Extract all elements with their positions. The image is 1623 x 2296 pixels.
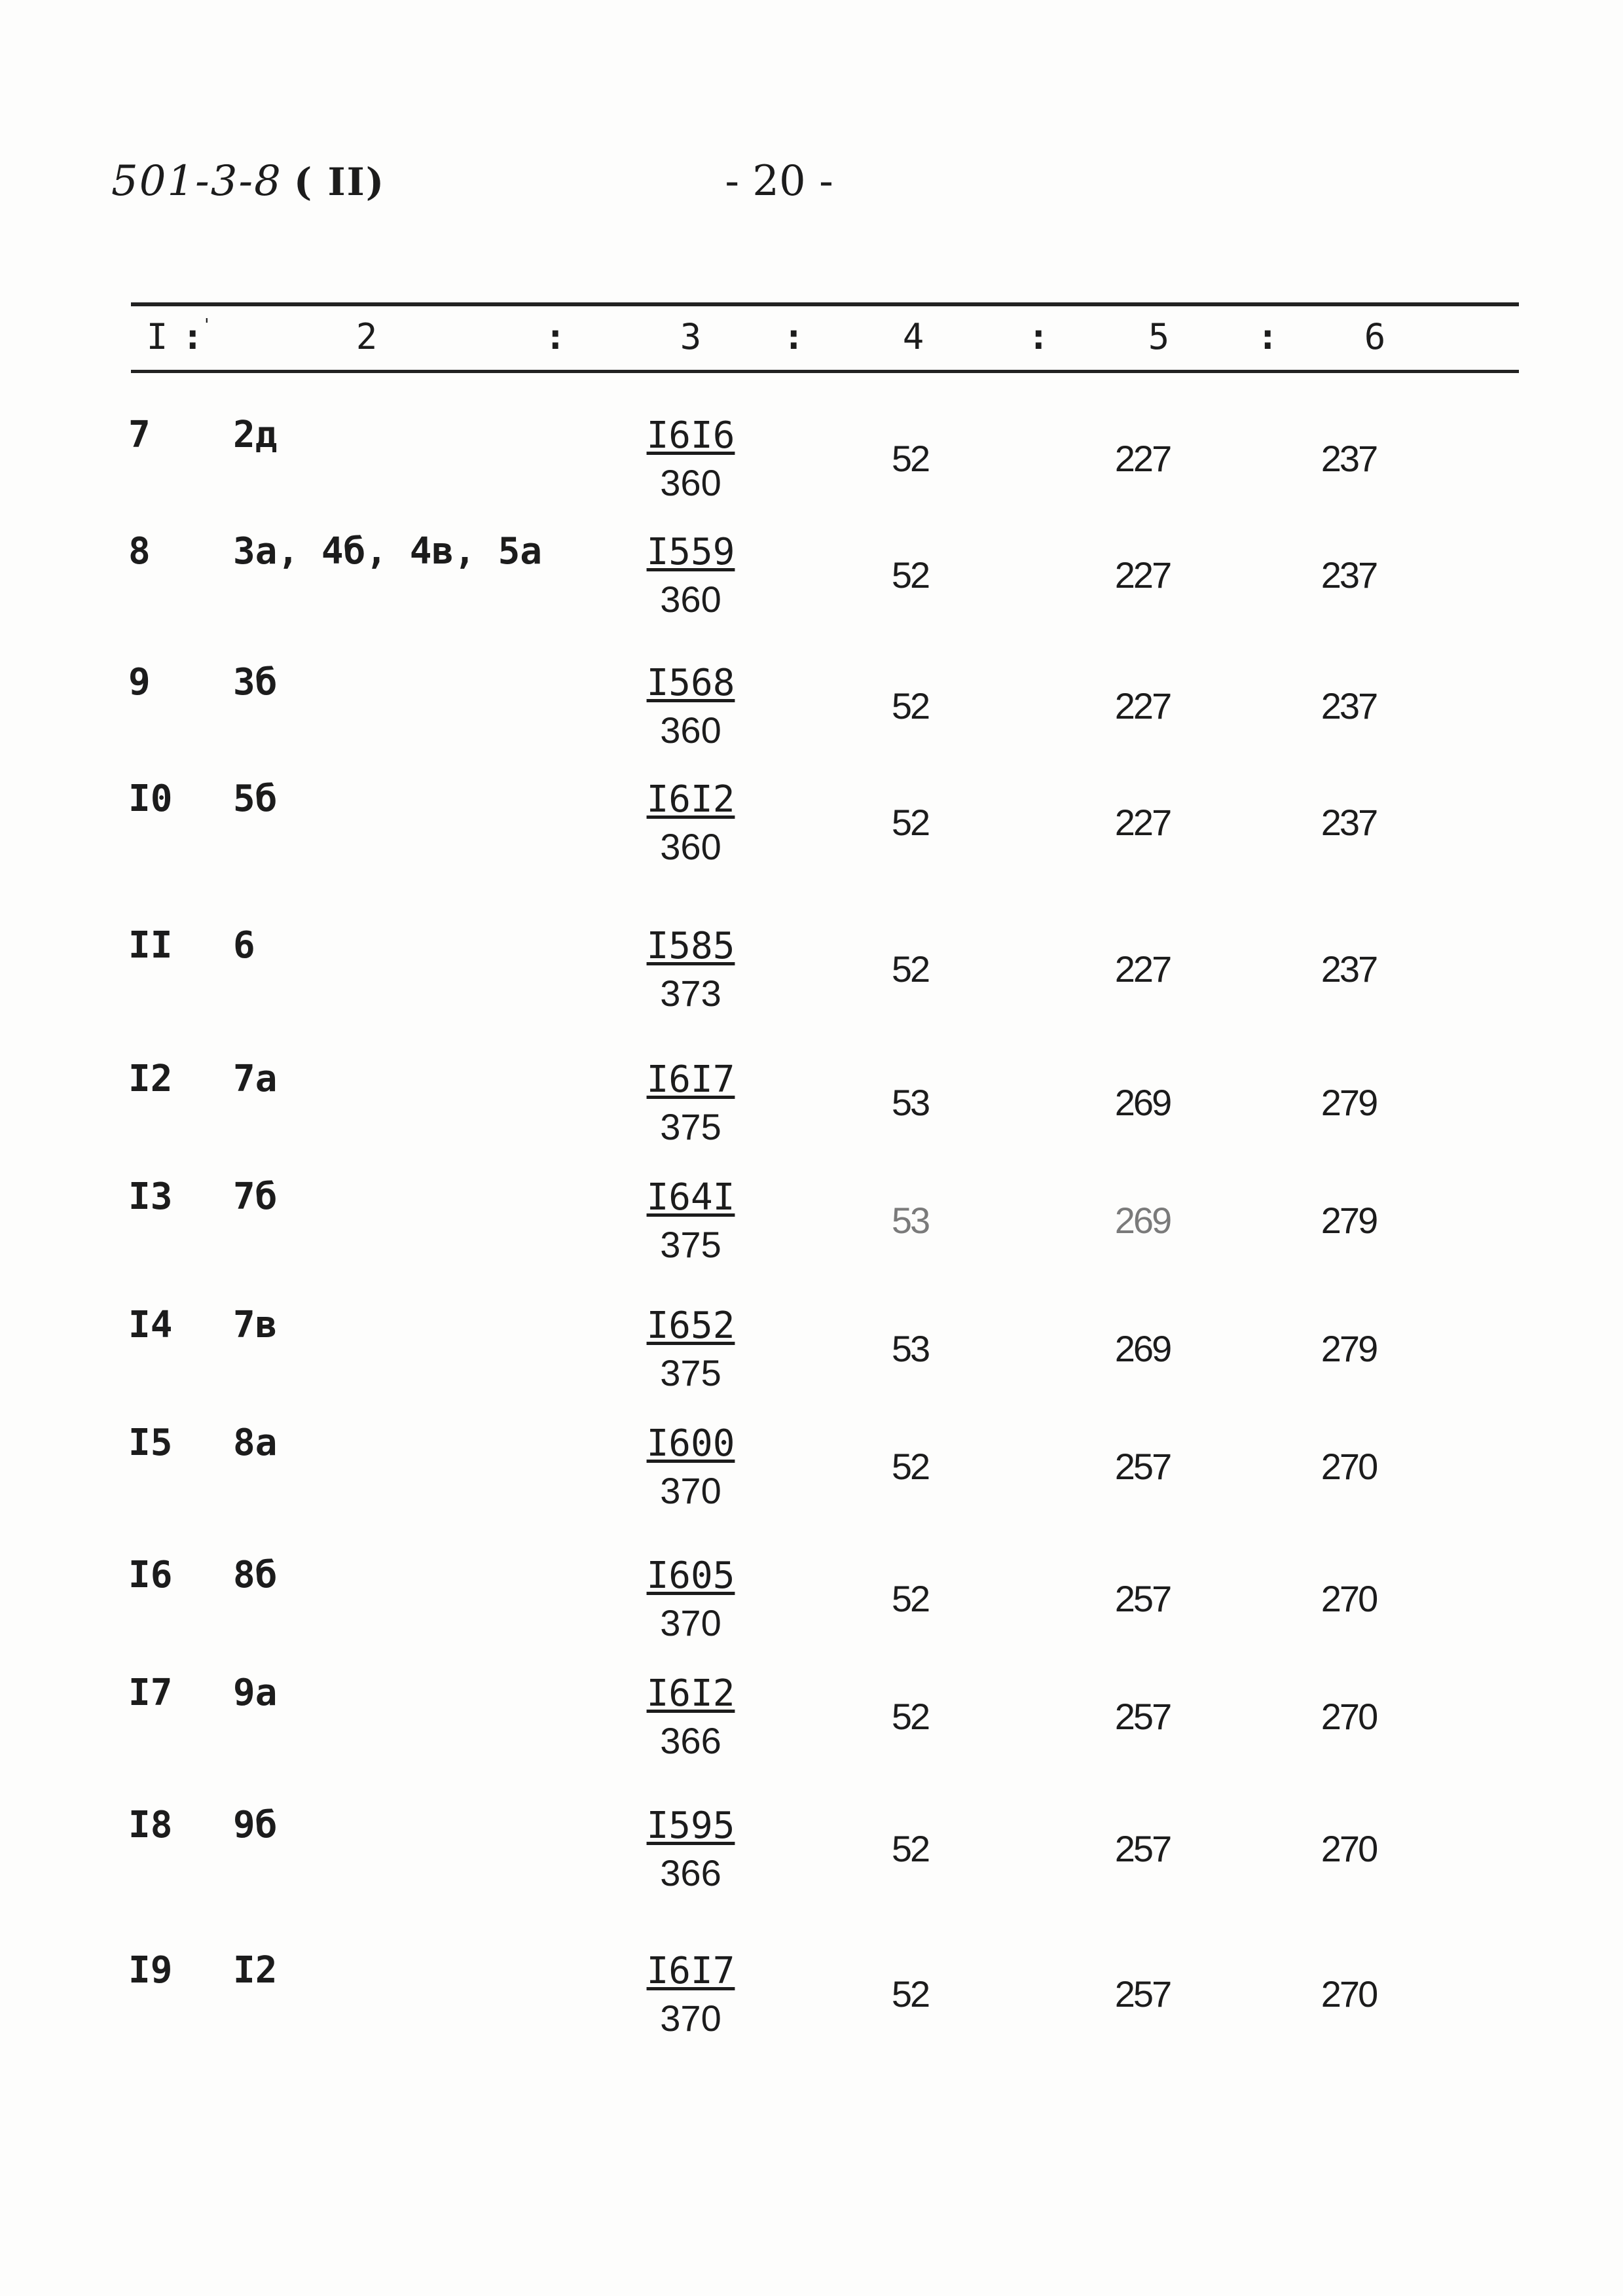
column-header-4: 4 (902, 316, 924, 357)
value-col-4: 52 (891, 1828, 929, 1869)
table-row (0, 923, 1623, 1028)
column-separator: : (783, 316, 805, 357)
value-col-4: 52 (891, 802, 929, 843)
row-number: I4 (128, 1304, 173, 1346)
value-col-5: 257 (1114, 1828, 1171, 1869)
value-col-5: 257 (1114, 1696, 1171, 1737)
value-col-6: 279 (1321, 1200, 1377, 1241)
fraction-value (615, 1056, 766, 1151)
value-col-5: 257 (1114, 1973, 1171, 2015)
row-designation: 3а, 4б, 4в, 5а (233, 530, 543, 573)
fraction-denominator: 370 (660, 1998, 721, 2039)
value-col-6: 279 (1321, 1328, 1377, 1369)
value-col-6: 270 (1321, 1446, 1377, 1487)
fraction-numerator: I64I (646, 1176, 735, 1219)
fraction-numerator: I6I2 (646, 1672, 735, 1715)
fraction-denominator: 370 (660, 1470, 721, 1511)
table-row (0, 1948, 1623, 2053)
value-col-6: 270 (1321, 1578, 1377, 1619)
row-number: 9 (128, 661, 151, 704)
row-designation: 9а (233, 1672, 278, 1714)
row-designation: 7а (233, 1058, 278, 1100)
table-row (0, 412, 1623, 517)
value-col-4: 52 (891, 438, 929, 479)
value-col-6: 237 (1321, 948, 1377, 990)
value-col-5: 227 (1114, 554, 1171, 596)
column-header-3: 3 (680, 316, 702, 357)
page-number: - 20 - (725, 157, 833, 206)
table-row (0, 660, 1623, 764)
value-col-6: 270 (1321, 1828, 1377, 1869)
fraction-numerator: I600 (646, 1422, 735, 1465)
row-designation: 8а (233, 1422, 278, 1464)
column-separator: : (182, 316, 204, 357)
column-header-1: I (146, 316, 168, 357)
fraction-value (615, 529, 766, 623)
value-col-4: 52 (891, 948, 929, 990)
column-separator: : (1028, 316, 1049, 357)
fraction-numerator: I6I6 (646, 414, 735, 457)
document-code (111, 157, 385, 206)
fraction-denominator: 360 (660, 462, 721, 503)
column-header-5: 5 (1148, 316, 1170, 357)
table-row (0, 529, 1623, 634)
table-row (0, 1420, 1623, 1525)
table-row (0, 1174, 1623, 1279)
table-row (0, 1803, 1623, 1907)
fraction-value (615, 412, 766, 507)
row-number: I3 (128, 1175, 173, 1218)
table-row (0, 1302, 1623, 1407)
value-col-4: 53 (891, 1200, 929, 1241)
value-col-4: 52 (891, 685, 929, 726)
fraction-denominator: 373 (660, 973, 721, 1014)
row-designation: I2 (233, 1949, 278, 1992)
table-top-rule (131, 302, 1519, 306)
column-header-6: 6 (1364, 316, 1386, 357)
fraction-value (615, 776, 766, 870)
row-designation: 7в (233, 1304, 278, 1346)
fraction-denominator: 366 (660, 1720, 721, 1761)
row-designation: 3б (233, 661, 278, 704)
value-col-5: 227 (1114, 438, 1171, 479)
column-separator: : (1257, 316, 1279, 357)
fraction-denominator: 360 (660, 826, 721, 867)
fraction-numerator: I585 (646, 925, 735, 967)
row-number: I6 (128, 1554, 173, 1596)
value-col-5: 269 (1114, 1082, 1171, 1123)
fraction-numerator: I559 (646, 531, 735, 573)
row-designation: 9б (233, 1804, 278, 1846)
row-designation: 5б (233, 778, 278, 820)
fraction-denominator: 375 (660, 1352, 721, 1393)
value-col-6: 270 (1321, 1973, 1377, 2015)
row-number: 7 (128, 414, 151, 456)
value-col-5: 269 (1114, 1328, 1171, 1369)
value-col-4: 53 (891, 1082, 929, 1123)
value-col-4: 52 (891, 554, 929, 596)
fraction-numerator: I595 (646, 1804, 735, 1847)
row-designation: 6 (233, 924, 255, 967)
row-designation: 2д (233, 414, 278, 456)
fraction-numerator: I652 (646, 1304, 735, 1347)
table-row (0, 1670, 1623, 1775)
value-col-4: 52 (891, 1446, 929, 1487)
value-col-5: 227 (1114, 685, 1171, 726)
fraction-numerator: I568 (646, 662, 735, 704)
fraction-denominator: 375 (660, 1224, 721, 1265)
value-col-6: 237 (1321, 685, 1377, 726)
fraction-numerator: I605 (646, 1554, 735, 1597)
fraction-denominator: 360 (660, 709, 721, 751)
row-designation: 8б (233, 1554, 278, 1596)
row-number: 8 (128, 530, 151, 573)
value-col-5: 257 (1114, 1446, 1171, 1487)
row-designation: 7б (233, 1175, 278, 1218)
value-col-6: 279 (1321, 1082, 1377, 1123)
value-col-5: 227 (1114, 802, 1171, 843)
column-separator: : (545, 316, 566, 357)
fraction-value (615, 923, 766, 1017)
value-col-5: 227 (1114, 948, 1171, 990)
value-col-4: 53 (891, 1328, 929, 1369)
value-col-5: 269 (1114, 1200, 1171, 1241)
row-number: I9 (128, 1949, 173, 1992)
fraction-value (615, 1670, 766, 1765)
document-part: ( II) (293, 160, 386, 204)
document-code-number: 501-3-8 (111, 157, 282, 206)
fraction-denominator: 370 (660, 1602, 721, 1643)
fraction-value (615, 660, 766, 754)
row-number: I0 (128, 778, 173, 820)
fraction-numerator: I6I7 (646, 1950, 735, 1992)
fraction-value (615, 1948, 766, 2042)
value-col-6: 237 (1321, 802, 1377, 843)
table-row (0, 1056, 1623, 1161)
fraction-value (615, 1174, 766, 1268)
row-number: I2 (128, 1058, 173, 1100)
value-col-4: 52 (891, 1578, 929, 1619)
value-col-6: 237 (1321, 554, 1377, 596)
value-col-5: 257 (1114, 1578, 1171, 1619)
fraction-denominator: 366 (660, 1852, 721, 1893)
fraction-value (615, 1420, 766, 1515)
fraction-numerator: I6I2 (646, 778, 735, 821)
table-header-rule (131, 370, 1519, 373)
fraction-numerator: I6I7 (646, 1058, 735, 1101)
fraction-denominator: 360 (660, 579, 721, 620)
fraction-value (615, 1302, 766, 1397)
row-number: I8 (128, 1804, 173, 1846)
row-number: I5 (128, 1422, 173, 1464)
scan-mark: ' (202, 315, 212, 335)
fraction-value (615, 1803, 766, 1897)
value-col-6: 237 (1321, 438, 1377, 479)
row-number: I7 (128, 1672, 173, 1714)
value-col-4: 52 (891, 1973, 929, 2015)
value-col-4: 52 (891, 1696, 929, 1737)
fraction-denominator: 375 (660, 1106, 721, 1147)
column-header-2: 2 (356, 316, 378, 357)
row-number: II (128, 924, 173, 967)
table-row (0, 1552, 1623, 1657)
value-col-6: 270 (1321, 1696, 1377, 1737)
table-row (0, 776, 1623, 881)
fraction-value (615, 1552, 766, 1647)
